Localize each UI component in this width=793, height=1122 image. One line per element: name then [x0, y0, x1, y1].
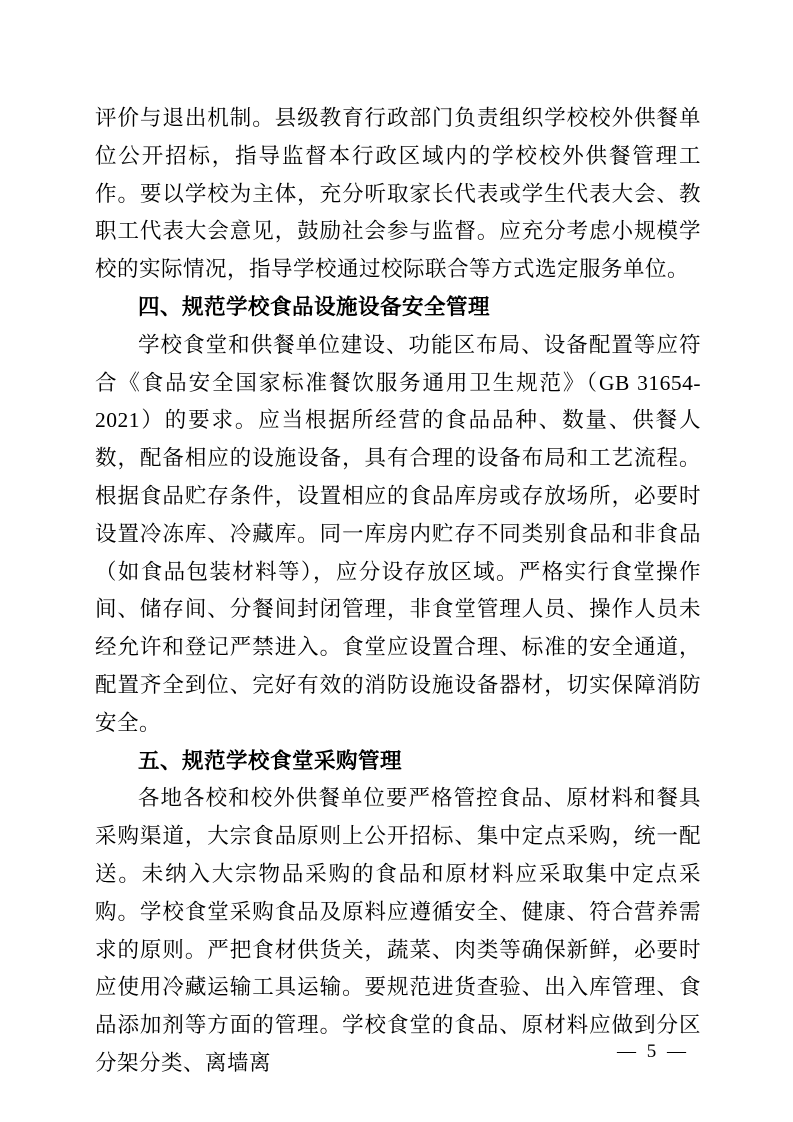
paragraph-section-5: 各地各校和校外供餐单位要严格管控食品、原材料和餐具采购渠道，大宗食品原则上公开招标、集中定点采购，统一配送。未纳入大宗物品采购的食品和原材料应采取集中定点采购。学校食堂采购食品及原料应遵循安全、健康、符合营养需求的原则。严把食材供货关，蔬菜、肉类等确保新鲜，必要时应使用冷藏运输工具运输。要规范进货查验、出入库管理、食品添加剂等方面的管理。学校食堂的食品、原材料应做到分区分架分类、离墙离: [95, 786, 701, 1075]
page-number: — 5 —: [617, 1041, 689, 1062]
section-heading-4: 四、规范学校食品设施设备安全管理: [138, 294, 491, 319]
document-body: [95, 100, 701, 1083]
paragraph-section-4: 学校食堂和供餐单位建设、功能区布局、设备配置等应符合《食品安全国家标准餐饮服务通用卫生规范》（GB 31654-2021）的要求。应当根据所经营的食品品种、数量、供餐人数，配备相应的设施设备，具有合理的设备布局和工艺流程。根据食品贮存条件，设置相应的食品库房或存放场所，必要时设置冷冻库、冷藏库。同一库房内贮存不同类别食品和非食品（如食品包装材料等），应分设存放区域。严格实行食堂操作间、储存间、分餐间封闭管理，非食堂管理人员、操作人员未经允许和登记严禁进入。食堂应设置合理、标准的安全通道，配置齐全到位、完好有效的消防设施设备器材，切实保障消防安全。: [95, 332, 701, 735]
paragraph-continuation: 评价与退出机制。县级教育行政部门负责组织学校校外供餐单位公开招标，指导监督本行政区域内的学校校外供餐管理工作。要以学校为主体，充分听取家长代表或学生代表大会、教职工代表大会意见，鼓励社会参与监督。应充分考虑小规模学校的实际情况，指导学校通过校际联合等方式选定服务单位。: [95, 106, 701, 282]
section-heading-5: 五、规范学校食堂采购管理: [138, 748, 403, 773]
